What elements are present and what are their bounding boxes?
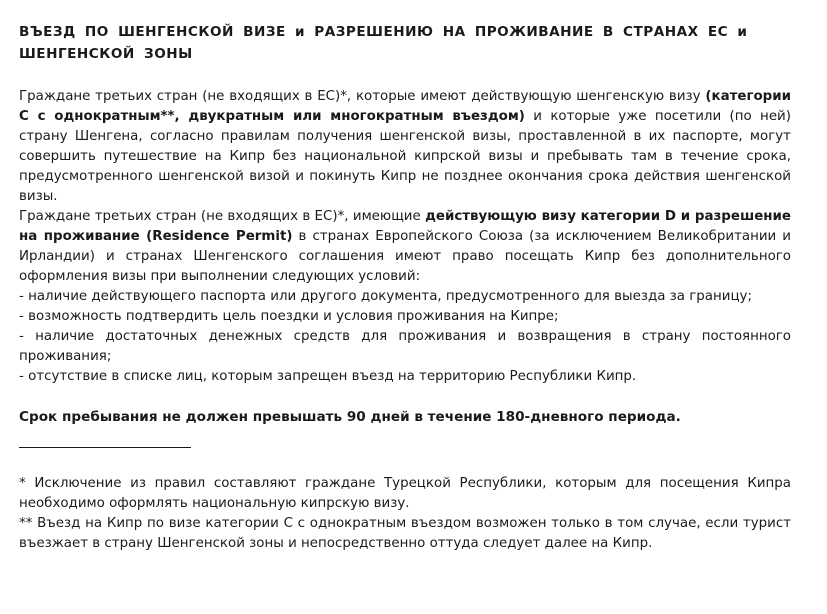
condition-item: - наличие действующего паспорта или другого документа, предусмотренного для выезда за границу; [19, 289, 752, 304]
condition-item: - возможность подтвердить цель поездки и условия проживания на Кипре; [19, 309, 559, 324]
paragraph-text: в странах Европейского Союза (за исключением Великобритании и Ирландии) и странах Шенгенского соглашения имеют право посещать Кипр без дополнительного оформления визы при выполнении следующих условий: [19, 229, 791, 284]
residence-permit-emphasis: действующую визу категории D и разрешение на проживание (Residence Permit) [19, 209, 791, 244]
footnote-divider [19, 447, 191, 448]
paragraph-text: Граждане третьих стран (не входящих в ЕС)*, которые имеют действующую шенгенскую визу [19, 89, 706, 104]
paragraph-text: Граждане третьих стран (не входящих в ЕС)*, имеющие [19, 209, 426, 224]
paragraph-residence-permit [19, 207, 791, 287]
spacer [19, 65, 791, 87]
footnote-turkey: * Исключение из правил составляют граждане Турецкой Республики, которым для посещения Кипра необходимо оформлять национальную кипрскую визу. [19, 476, 791, 511]
spacer [19, 387, 791, 407]
paragraph-schengen-visa [19, 87, 791, 207]
condition-item: - отсутствие в списке лиц, которым запрещен въезд на территорию Республики Кипр. [19, 369, 637, 384]
visa-category-emphasis: (категории С с однократным**, двукратным или многократным въездом) [19, 89, 791, 124]
stay-limit-notice: Срок пребывания не должен превышать 90 дней в течение 180-дневного периода. [19, 409, 681, 425]
paragraph-text: и которые уже посетили (по ней) страну Шенгена, согласно правилам получения шенгенской визы, проставленной в их паспорте, могут совершить путешествие на Кипр без национальной кипрской визы и пребывать там в течение срока, предусмотренного шенгенской визой и покинуть Кипр не позднее окончания срока действия шенгенской визы. [19, 109, 791, 204]
footnote-single-entry: ** Въезд на Кипр по визе категории С с однократным въездом возможен только в том случае, если турист въезжает в страну Шенгенской зоны и непосредственно оттуда следует далее на Кипр. [19, 516, 791, 551]
document-title: ВЪЕЗД ПО ШЕНГЕНСКОЙ ВИЗЕ и РАЗРЕШЕНИЮ НА ПРОЖИВАНИЕ В СТРАНАХ ЕС и ШЕНГЕНСКОЙ ЗОНЫ [19, 24, 748, 62]
condition-item: - наличие достаточных денежных средств для проживания и возвращения в страну постоянного проживания; [19, 329, 791, 364]
